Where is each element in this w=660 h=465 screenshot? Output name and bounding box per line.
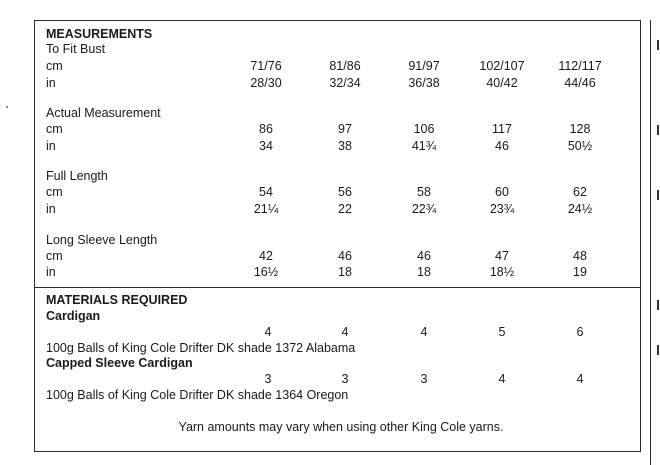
unit-in-label: in xyxy=(46,202,56,216)
cardigan-yarn-description: 100g Balls of King Cole Drifter DK shade 1372 Alabama xyxy=(46,341,356,355)
capped-balls-size-2: 3 xyxy=(341,372,349,386)
full-length-in-size-1: 21¼ xyxy=(253,202,279,216)
full-length-cm-size-3: 58 xyxy=(417,185,431,199)
cardigan-balls-size-4: 5 xyxy=(498,325,506,339)
to-fit-bust-in-size-1: 28/30 xyxy=(250,76,282,90)
to-fit-bust-cm-size-1: 71/76 xyxy=(250,59,282,73)
actual-in-size-3: 41¾ xyxy=(411,139,437,153)
to-fit-bust-label: To Fit Bust xyxy=(46,42,106,56)
to-fit-bust-in-size-2: 32/34 xyxy=(329,76,361,90)
full-length-in-size-2: 22 xyxy=(338,202,352,216)
actual-cm-size-5: 128 xyxy=(569,122,591,136)
sleeve-in-size-1: 16½ xyxy=(253,265,279,279)
measurements-heading: MEASUREMENTS xyxy=(46,27,153,41)
actual-cm-size-2: 97 xyxy=(338,122,352,136)
actual-cm-size-4: 117 xyxy=(492,122,512,136)
full-length-in-size-3: 22¾ xyxy=(411,202,437,216)
cardigan-balls-size-2: 4 xyxy=(341,325,349,339)
to-fit-bust-cm-size-5: 112/117 xyxy=(558,59,602,73)
full-length-cm-size-4: 60 xyxy=(495,185,509,199)
sleeve-cm-size-3: 46 xyxy=(417,249,431,263)
to-fit-bust-cm-size-4: 102/107 xyxy=(479,59,525,73)
materials-required-heading: MATERIALS REQUIRED xyxy=(46,293,188,307)
adjacent-column-border xyxy=(650,20,651,465)
full-length-cm-size-1: 54 xyxy=(259,185,273,199)
capped-balls-size-5: 4 xyxy=(576,372,584,386)
unit-cm-label: cm xyxy=(46,59,63,73)
yarn-substitution-note: Yarn amounts may vary when using other King Cole yarns. xyxy=(178,420,504,434)
sleeve-in-size-4: 18½ xyxy=(489,265,515,279)
adjacent-text-fragment xyxy=(657,40,659,50)
unit-cm-label: cm xyxy=(46,185,63,199)
capped-balls-size-1: 3 xyxy=(264,372,272,386)
adjacent-text-fragment xyxy=(657,190,659,200)
full-length-cm-size-5: 62 xyxy=(573,185,587,199)
actual-in-size-2: 38 xyxy=(338,139,352,153)
materials-divider xyxy=(34,287,641,288)
capped-balls-size-4: 4 xyxy=(498,372,506,386)
cardigan-balls-size-5: 6 xyxy=(576,325,584,339)
to-fit-bust-in-size-5: 44/46 xyxy=(564,76,596,90)
unit-cm-label: cm xyxy=(46,122,63,136)
adjacent-text-fragment xyxy=(657,345,659,355)
sleeve-in-size-2: 18 xyxy=(338,265,352,279)
to-fit-bust-cm-size-3: 91/97 xyxy=(408,59,440,73)
sleeve-cm-size-2: 46 xyxy=(338,249,352,263)
unit-in-label: in xyxy=(46,76,56,90)
to-fit-bust-in-size-4: 40/42 xyxy=(486,76,518,90)
full-length-in-size-4: 23¾ xyxy=(489,202,515,216)
cardigan-balls-size-1: 4 xyxy=(264,325,272,339)
actual-cm-size-1: 86 xyxy=(259,122,273,136)
full-length-in-size-5: 24½ xyxy=(567,202,593,216)
actual-in-size-5: 50½ xyxy=(567,139,593,153)
long-sleeve-length-label: Long Sleeve Length xyxy=(46,233,158,247)
full-length-cm-size-2: 56 xyxy=(338,185,352,199)
capped-yarn-description: 100g Balls of King Cole Drifter DK shade 1364 Oregon xyxy=(46,388,349,402)
actual-in-size-4: 46 xyxy=(495,139,509,153)
actual-in-size-1: 34 xyxy=(259,139,273,153)
cardigan-heading: Cardigan xyxy=(46,309,101,323)
sleeve-cm-size-1: 42 xyxy=(259,249,273,263)
unit-cm-label: cm xyxy=(46,249,63,263)
full-length-label: Full Length xyxy=(46,169,108,183)
adjacent-text-fragment xyxy=(657,125,659,135)
to-fit-bust-cm-size-2: 81/86 xyxy=(329,59,361,73)
actual-measurement-label: Actual Measurement xyxy=(46,106,161,120)
sleeve-cm-size-4: 47 xyxy=(495,249,509,263)
unit-in-label: in xyxy=(46,139,56,153)
adjacent-text-fragment xyxy=(657,300,659,310)
margin-speck xyxy=(6,106,8,108)
capped-sleeve-cardigan-heading: Capped Sleeve Cardigan xyxy=(46,356,193,370)
actual-cm-size-3: 106 xyxy=(413,122,435,136)
capped-balls-size-3: 3 xyxy=(420,372,428,386)
unit-in-label: in xyxy=(46,265,56,279)
to-fit-bust-in-size-3: 36/38 xyxy=(408,76,440,90)
sleeve-in-size-5: 19 xyxy=(573,265,587,279)
sleeve-cm-size-5: 48 xyxy=(573,249,587,263)
cardigan-balls-size-3: 4 xyxy=(420,325,428,339)
sleeve-in-size-3: 18 xyxy=(417,265,431,279)
